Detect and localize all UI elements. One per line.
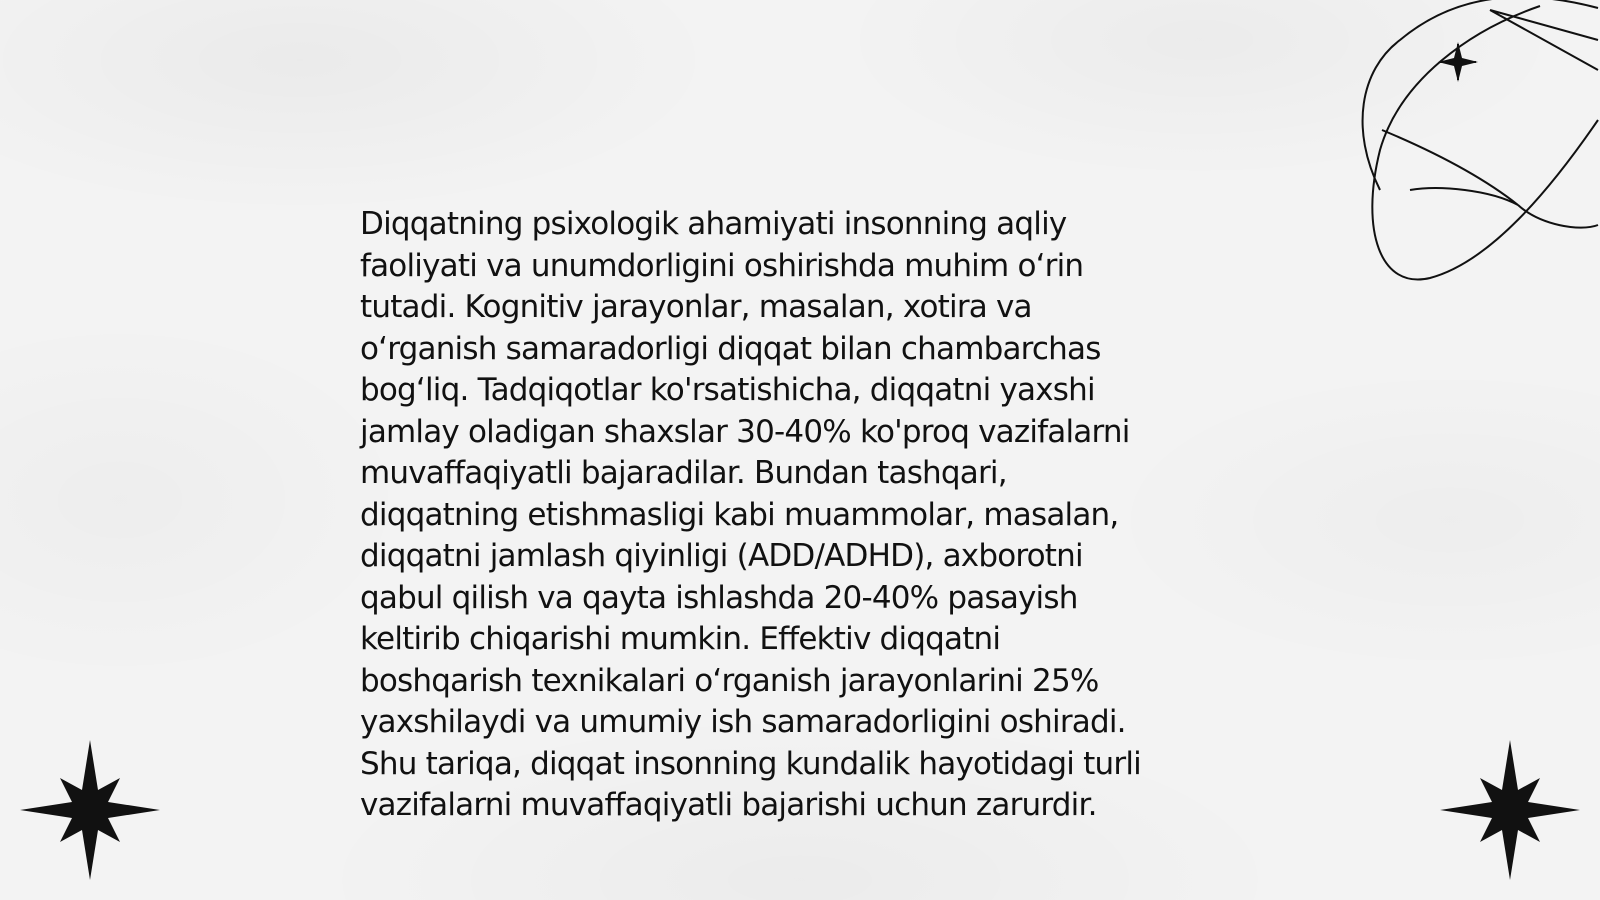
body-paragraph: Diqqatning psixologik ahamiyati insonning aqliy faoliyati va unumdorligini oshirishda muhim oʻrin tutadi. Kognitiv jarayonlar, masalan, xotira va oʻrganish samaradorligi diqqat bilan chambarchas bogʻliq. Tadqiqotlar ko'rsatishicha, diqqatni yaxshi jamlay oladigan shaxslar 30-40% ko'proq vazifalarni muvaffaqiyatli bajaradilar. Bundan tashqari, diqqatning etishmasligi kabi muammolar, masalan, diqqatni jamlash qiyinligi (ADD/ADHD), axborotni qabul qilish va qayta ishlashda 20-40% pasayish keltirib chiqarishi mumkin. Effektiv diqqatni boshqarish texnikalari oʻrganish jarayonlarini 25% yaxshilaydi va umumiy ish samaradorligini oshiradi. Shu tariqa, diqqat insonning kundalik hayotidagi turli vazifalarni muvaffaqiyatli bajarishi uchun zarurdir. — [360, 206, 1141, 823]
four-point-star-icon — [20, 740, 160, 880]
four-point-star-icon — [1440, 740, 1580, 880]
orbit-sparkle-icon — [1340, 0, 1600, 300]
